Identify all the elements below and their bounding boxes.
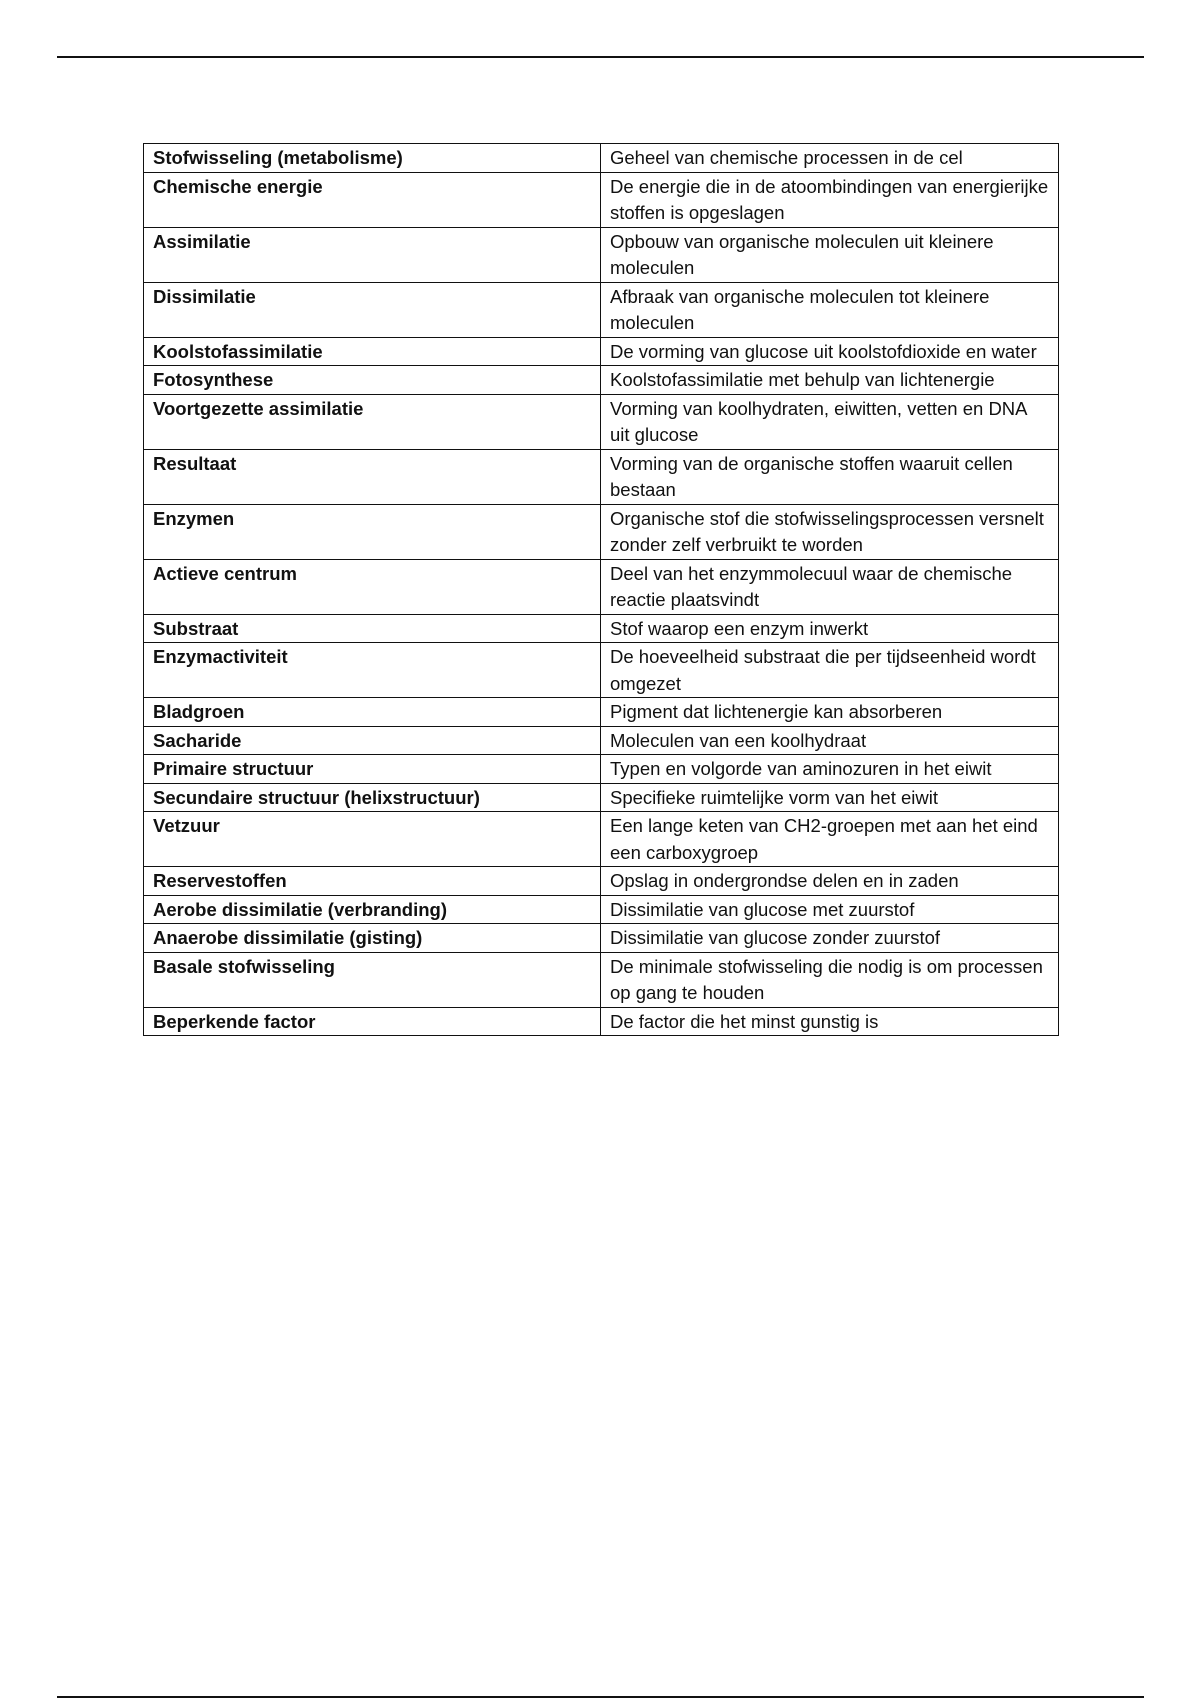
term-cell: Anaerobe dissimilatie (gisting) xyxy=(144,924,601,953)
table-row xyxy=(144,559,1059,614)
term-cell: Beperkende factor xyxy=(144,1007,601,1036)
definition-cell: Typen en volgorde van aminozuren in het eiwit xyxy=(601,755,1059,784)
term-cell: Dissimilatie xyxy=(144,282,601,337)
term-cell: Vetzuur xyxy=(144,812,601,867)
definition-cell: De hoeveelheid substraat die per tijdseenheid wordt omgezet xyxy=(601,643,1059,698)
term-cell: Stofwisseling (metabolisme) xyxy=(144,144,601,173)
term-cell: Chemische energie xyxy=(144,172,601,227)
glossary-table xyxy=(143,143,1059,1036)
term-cell: Fotosynthese xyxy=(144,366,601,395)
definition-cell: Afbraak van organische moleculen tot kleinere moleculen xyxy=(601,282,1059,337)
term-cell: Voortgezette assimilatie xyxy=(144,394,601,449)
term-cell: Enzymactiviteit xyxy=(144,643,601,698)
definition-cell: Een lange keten van CH2-groepen met aan het eind een carboxygroep xyxy=(601,812,1059,867)
definition-cell: De vorming van glucose uit koolstofdioxide en water xyxy=(601,337,1059,366)
definition-cell: De energie die in de atoombindingen van energierijke stoffen is opgeslagen xyxy=(601,172,1059,227)
table-row xyxy=(144,755,1059,784)
table-row xyxy=(144,924,1059,953)
definition-cell: Pigment dat lichtenergie kan absorberen xyxy=(601,698,1059,727)
table-row xyxy=(144,504,1059,559)
table-row xyxy=(144,172,1059,227)
table-row xyxy=(144,867,1059,896)
table-row xyxy=(144,227,1059,282)
term-cell: Actieve centrum xyxy=(144,559,601,614)
table-row xyxy=(144,282,1059,337)
table-row xyxy=(144,643,1059,698)
term-cell: Reservestoffen xyxy=(144,867,601,896)
table-row xyxy=(144,952,1059,1007)
definition-cell: Geheel van chemische processen in de cel xyxy=(601,144,1059,173)
definition-cell: De minimale stofwisseling die nodig is om processen op gang te houden xyxy=(601,952,1059,1007)
table-row xyxy=(144,394,1059,449)
term-cell: Secundaire structuur (helixstructuur) xyxy=(144,783,601,812)
definition-cell: Dissimilatie van glucose met zuurstof xyxy=(601,895,1059,924)
table-row xyxy=(144,449,1059,504)
definition-cell: Stof waarop een enzym inwerkt xyxy=(601,614,1059,643)
term-cell: Basale stofwisseling xyxy=(144,952,601,1007)
glossary-body xyxy=(144,144,1059,1036)
definition-cell: Opbouw van organische moleculen uit kleinere moleculen xyxy=(601,227,1059,282)
table-row xyxy=(144,698,1059,727)
definition-cell: Organische stof die stofwisselingsprocessen versnelt zonder zelf verbruikt te worden xyxy=(601,504,1059,559)
term-cell: Bladgroen xyxy=(144,698,601,727)
definition-cell: De factor die het minst gunstig is xyxy=(601,1007,1059,1036)
table-row xyxy=(144,144,1059,173)
table-row xyxy=(144,726,1059,755)
definition-cell: Vorming van de organische stoffen waaruit cellen bestaan xyxy=(601,449,1059,504)
table-row xyxy=(144,812,1059,867)
definition-cell: Specifieke ruimtelijke vorm van het eiwit xyxy=(601,783,1059,812)
definition-cell: Deel van het enzymmolecuul waar de chemische reactie plaatsvindt xyxy=(601,559,1059,614)
table-row xyxy=(144,337,1059,366)
definition-cell: Dissimilatie van glucose zonder zuurstof xyxy=(601,924,1059,953)
term-cell: Sacharide xyxy=(144,726,601,755)
definition-cell: Moleculen van een koolhydraat xyxy=(601,726,1059,755)
term-cell: Enzymen xyxy=(144,504,601,559)
definition-cell: Opslag in ondergrondse delen en in zaden xyxy=(601,867,1059,896)
table-row xyxy=(144,895,1059,924)
term-cell: Substraat xyxy=(144,614,601,643)
term-cell: Resultaat xyxy=(144,449,601,504)
footer-rule xyxy=(57,1696,1144,1698)
table-row xyxy=(144,1007,1059,1036)
definition-cell: Vorming van koolhydraten, eiwitten, vetten en DNA uit glucose xyxy=(601,394,1059,449)
definition-cell: Koolstofassimilatie met behulp van lichtenergie xyxy=(601,366,1059,395)
term-cell: Koolstofassimilatie xyxy=(144,337,601,366)
table-row xyxy=(144,614,1059,643)
term-cell: Aerobe dissimilatie (verbranding) xyxy=(144,895,601,924)
table-row xyxy=(144,783,1059,812)
term-cell: Assimilatie xyxy=(144,227,601,282)
table-row xyxy=(144,366,1059,395)
term-cell: Primaire structuur xyxy=(144,755,601,784)
header-rule xyxy=(57,56,1144,58)
